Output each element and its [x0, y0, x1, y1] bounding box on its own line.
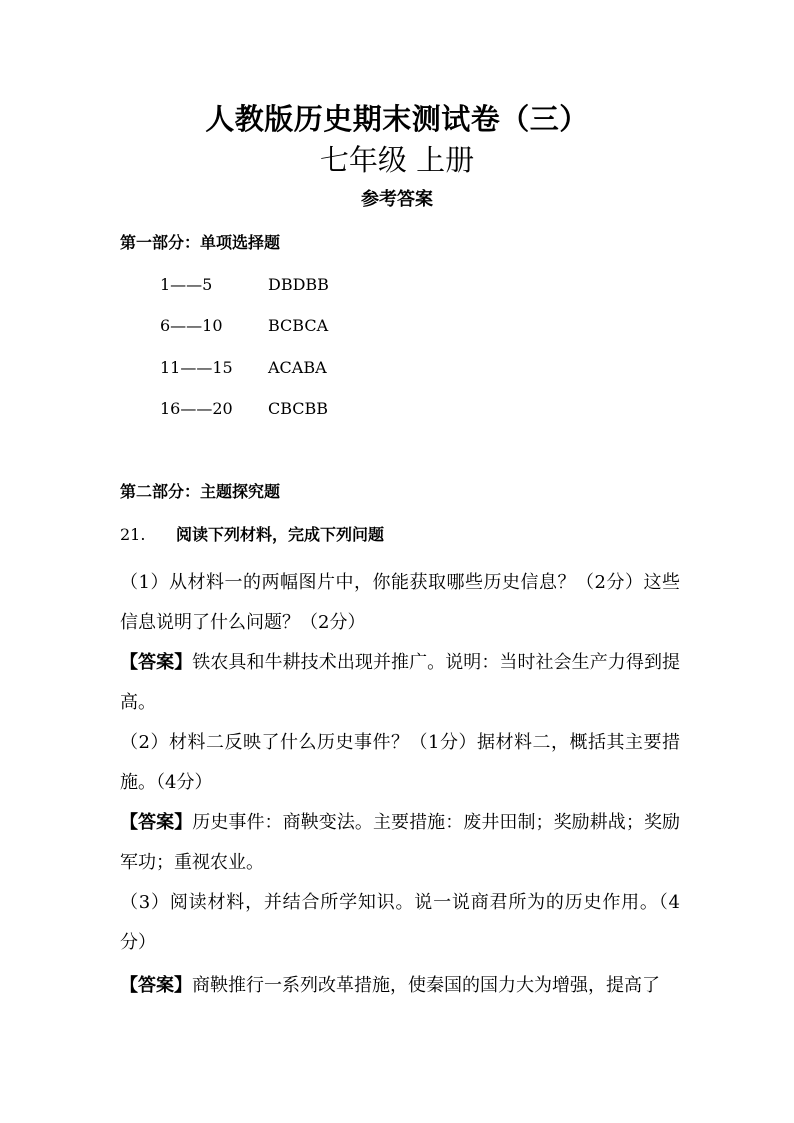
sub-question-2: （2）材料二反映了什么历史事件？（1分）据材料二，概括其主要措施。（4分） — [120, 732, 680, 793]
page-subtitle: 七年级 上册 — [319, 143, 475, 177]
reference-answers-heading: 参考答案 — [361, 189, 433, 210]
question-instruction: 阅读下列材料，完成下列问题 — [176, 525, 385, 544]
answer-keys: CBCBB — [268, 399, 329, 418]
question-range: 16——20 — [160, 399, 233, 418]
question-21-heading — [120, 521, 384, 549]
question-range: 11——15 — [160, 358, 233, 377]
question-range: 6——10 — [160, 316, 223, 335]
part2-heading: 第二部分：主题探究题 — [120, 482, 281, 501]
answer-text: 铁农具和牛耕技术出现并推广。说明：当时社会生产力得到提高。 — [120, 652, 681, 713]
answer-label: 【答案】 — [120, 652, 193, 673]
part1-heading: 第一部分：单项选择题 — [120, 233, 281, 252]
answer-2 — [120, 803, 680, 883]
answer-text: 历史事件：商鞅变法。主要措施：废井田制；奖励耕战；奖励军功；重视农业。 — [120, 812, 681, 873]
answer-keys: DBDBB — [268, 275, 329, 294]
page-title: 人教版历史期末测试卷（三） — [205, 102, 589, 136]
answer-label: 【答案】 — [120, 812, 193, 833]
answer-keys: BCBCA — [268, 316, 329, 335]
answer-label: 【答案】 — [120, 975, 192, 996]
question-number: 21. — [120, 525, 146, 544]
answer-text: 商鞅推行一系列改革措施，使秦国的国力大为增强，提高了 — [192, 975, 660, 996]
sub-question-3: （3）阅读材料，并结合所学知识。说一说商君所为的历史作用。（4分） — [120, 892, 680, 953]
answer-1 — [120, 643, 680, 723]
sub-question-1: （1）从材料一的两幅图片中，你能获取哪些历史信息？（2分）这些信息说明了什么问题？（2分） — [120, 572, 680, 633]
answer-keys: ACABA — [268, 358, 327, 377]
answer-3 — [120, 966, 680, 1006]
question-range: 1——5 — [160, 275, 213, 294]
